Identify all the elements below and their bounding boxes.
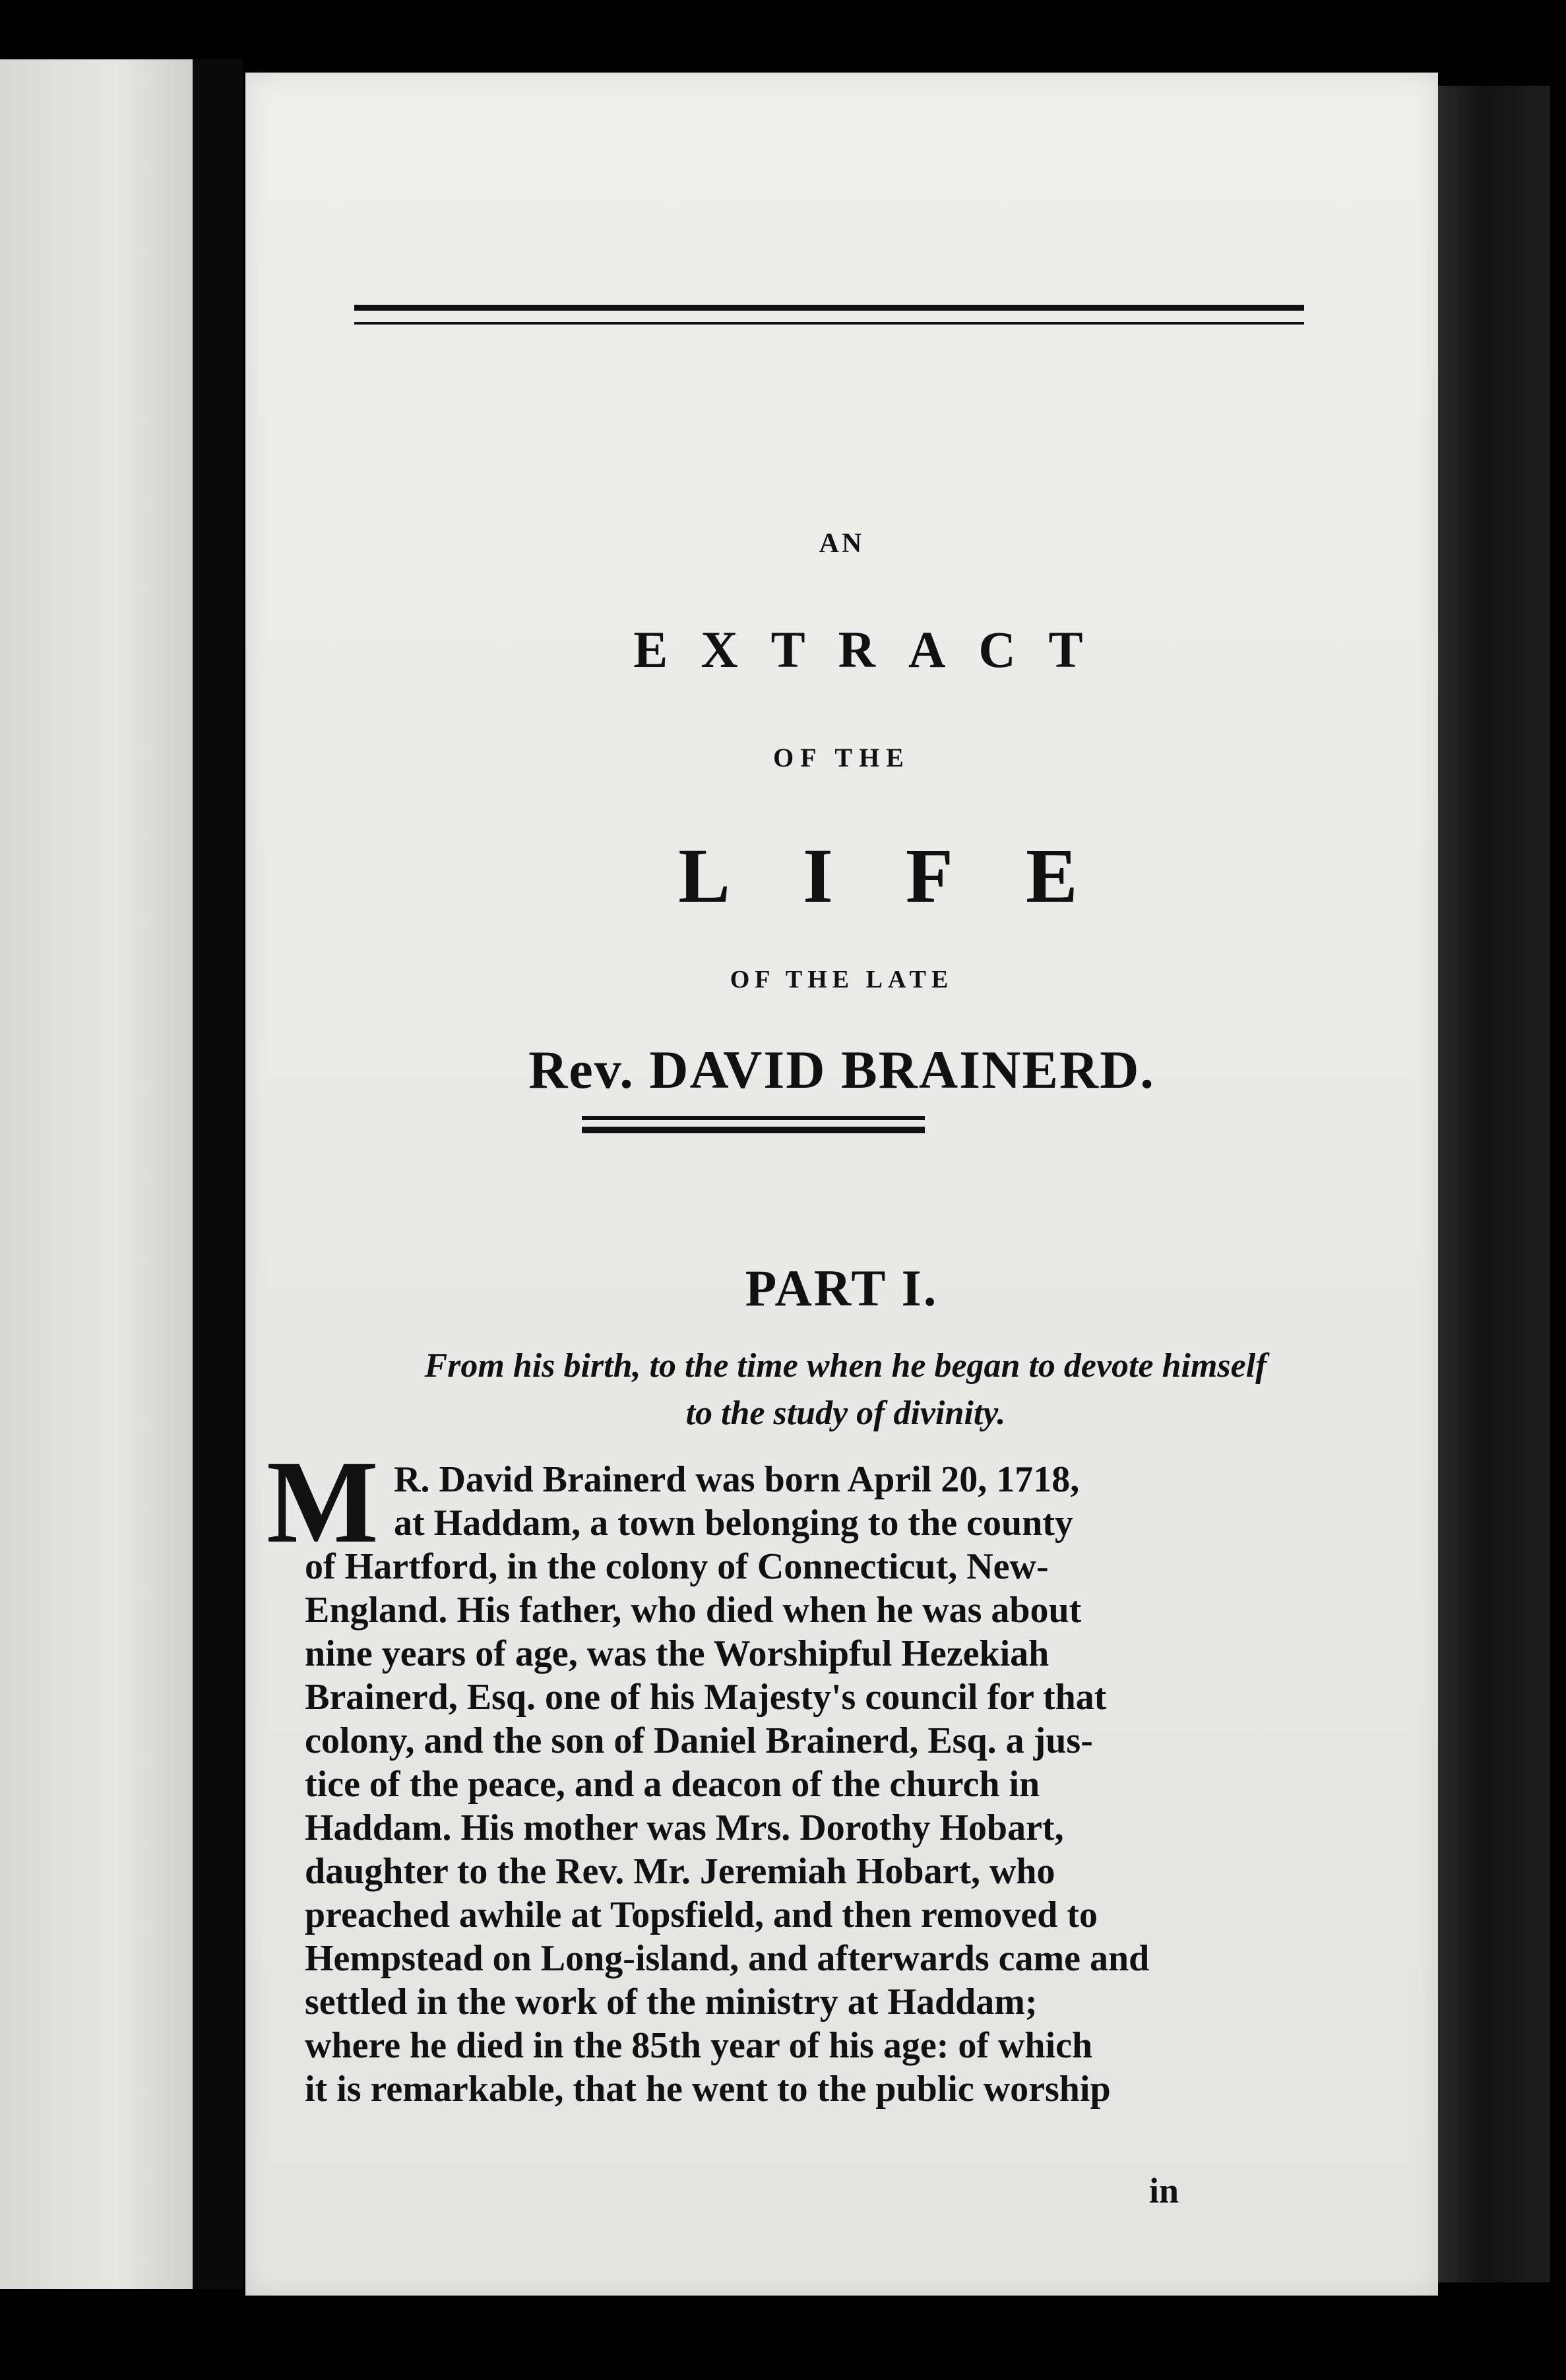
mid-rule-bottom — [582, 1127, 925, 1133]
book-gutter — [193, 59, 243, 2289]
part-title: PART I. — [745, 1259, 939, 1317]
body-line: Haddam. His mother was Mrs. Dorothy Hobart, — [305, 1807, 1064, 1848]
title-extract: EXTRACT — [633, 621, 1116, 678]
part-subtitle — [285, 1342, 1406, 1437]
body-line: R. David Brainerd was born April 20, 1718, — [394, 1459, 1080, 1500]
book-page — [245, 73, 1438, 2296]
title-an: AN — [819, 528, 865, 559]
top-rule-thin — [354, 322, 1304, 325]
mid-rule-top — [582, 1116, 925, 1120]
facing-page-left — [0, 59, 193, 2289]
author-name: Rev. DAVID BRAINERD. — [528, 1040, 1155, 1100]
body-line: nine years of age, was the Worshipful Hezekiah — [305, 1633, 1049, 1674]
top-rule-thick — [354, 305, 1304, 311]
body-line: preached awhile at Topsfield, and then removed to — [305, 1895, 1098, 1935]
body-line: daughter to the Rev. Mr. Jeremiah Hobart, who — [305, 1851, 1055, 1892]
title-life: LIFE — [678, 832, 1150, 919]
body-line: tice of the peace, and a deacon of the church in — [305, 1764, 1040, 1805]
body-line: where he died in the 85th year of his age: of which — [305, 2025, 1093, 2066]
body-line: England. His father, who died when he was about — [305, 1590, 1082, 1631]
catchword: in — [1149, 2171, 1179, 2210]
title-of-the: OF THE — [773, 743, 910, 772]
body-line: Brainerd, Esq. one of his Majesty's council for that — [305, 1677, 1107, 1718]
subtitle-line-2: to the study of divinity. — [685, 1394, 1006, 1432]
body-line: colony, and the son of Daniel Brainerd, Esq. a jus- — [305, 1720, 1093, 1761]
body-line: of Hartford, in the colony of Connecticut, New- — [305, 1546, 1049, 1587]
title-of-the-late: OF THE LATE — [730, 966, 954, 993]
drop-cap: M — [266, 1436, 379, 1567]
subtitle-line-1: From his birth, to the time when he began to devote himself — [424, 1347, 1267, 1385]
body-line: Hempstead on Long-island, and afterwards came and — [305, 1938, 1150, 1979]
body-line: settled in the work of the ministry at Haddam; — [305, 1982, 1038, 2022]
body-line: at Haddam, a town belonging to the county — [394, 1503, 1073, 1544]
body-line: it is remarkable, that he went to the public worship — [305, 2069, 1111, 2110]
page-edge-right — [1438, 86, 1550, 2282]
